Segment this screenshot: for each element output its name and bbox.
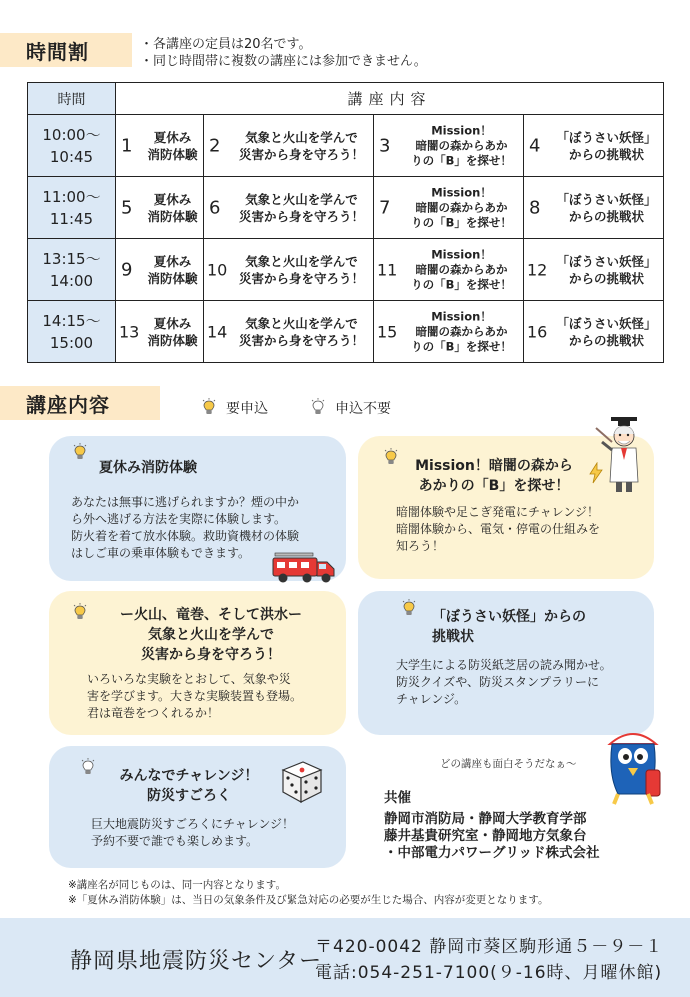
footer	[0, 918, 690, 997]
course-title-line: ー火山、竜巻、そして洪水ー	[120, 607, 302, 623]
desc-line: 巨大地震防災すごろくにチャレンジ！	[91, 817, 295, 831]
course-title	[232, 253, 371, 287]
desc-line: 君は竜巻をつくれるか！	[87, 706, 220, 720]
course-title-line: 気象と火山を学んで	[245, 129, 358, 145]
course-number: 10	[207, 260, 228, 279]
course-card-fire	[49, 436, 346, 581]
course-title-line: 「ぼうさい妖怪」からの	[432, 609, 586, 625]
course-title-line: 消防体験	[147, 332, 198, 348]
course-title	[552, 129, 661, 163]
course-cell	[116, 115, 204, 177]
course-title-line: 「ぼうさい妖怪」	[556, 253, 657, 269]
note-line: ・同じ時間帯に複数の講座には参加できません。	[140, 54, 427, 69]
course-title-line: 「ぼうさい妖怪」	[556, 191, 657, 207]
course-title-line: 「ぼうさい妖怪」	[556, 315, 657, 331]
course-title-line: 気象と火山を学んで	[148, 627, 274, 643]
sponsors-label: 共催	[384, 790, 411, 806]
course-title	[402, 247, 521, 292]
timetable-section-title-text: 時間割	[26, 39, 89, 64]
professor-illustration	[594, 414, 652, 496]
course-card-title	[99, 458, 197, 478]
course-title-line: 夏休み	[153, 129, 192, 145]
course-card-desc	[71, 494, 299, 562]
legend-not-required-label: 申込不要	[335, 401, 391, 417]
course-title-line: 消防体験	[147, 146, 198, 162]
course-title-line: 暗闇の森からあか	[415, 200, 508, 214]
course-cell	[116, 177, 204, 239]
sponsor-line: 静岡市消防局・静岡大学教育学部	[384, 811, 587, 827]
course-title-line: 挑戦状	[432, 629, 474, 645]
desc-line: 暗闇体験や足こぎ発電にチャレンジ！	[396, 505, 600, 519]
course-card-title	[408, 456, 580, 496]
course-title-line: Mission！	[431, 247, 492, 261]
course-title-line: 「ぼうさい妖怪」	[556, 129, 657, 145]
course-number: 16	[527, 322, 548, 341]
course-title-line: 災害から身を守ろう！	[141, 647, 281, 663]
course-title-line: 災害から身を守ろう！	[238, 146, 364, 162]
mascot-illustration	[598, 724, 668, 806]
timeslot	[28, 239, 116, 301]
course-title-line: りの「B」を探せ！	[411, 153, 512, 167]
desc-line: 防災クイズや、防災スタンプラリーに	[396, 675, 600, 689]
contact-info	[315, 934, 663, 986]
course-card-weather-volcano	[49, 591, 346, 735]
course-cell	[524, 177, 664, 239]
desc-line: 知ろう！	[396, 539, 445, 553]
course-title	[402, 309, 521, 354]
course-title-line: 気象と火山を学んで	[245, 191, 358, 207]
course-title	[232, 191, 371, 225]
course-title-line: からの挑戦状	[569, 208, 645, 224]
course-title	[402, 185, 521, 230]
course-title	[144, 253, 201, 287]
course-section-title-text: 講座内容	[26, 392, 110, 417]
timeslot-line: 10:00～	[42, 125, 101, 144]
footnotes	[68, 878, 548, 908]
course-title-line: Mission！暗闇の森から	[415, 458, 573, 474]
course-title-line: からの挑戦状	[569, 270, 645, 286]
course-cell	[524, 239, 664, 301]
course-card-desc	[396, 657, 612, 708]
course-cell	[116, 301, 204, 363]
course-title-line: 消防体験	[147, 270, 198, 286]
timetable-notes	[140, 36, 427, 70]
desc-line: あなたは無事に逃げられますか？煙の中か	[71, 495, 300, 509]
course-title-line: 暗闇の森からあか	[415, 138, 508, 152]
course-card-bousai-yokai	[358, 591, 654, 735]
course-number: 14	[207, 322, 228, 341]
lightbulb-lit-icon	[384, 448, 398, 468]
course-number: 5	[121, 197, 133, 218]
fire-truck-icon	[271, 550, 337, 584]
course-title-line: りの「B」を探せ！	[411, 339, 512, 353]
course-number: 15	[377, 322, 398, 341]
course-card-desc	[396, 504, 600, 555]
course-card-title	[93, 605, 329, 665]
course-title	[232, 315, 371, 349]
timeslot	[28, 177, 116, 239]
course-number: 4	[529, 135, 541, 156]
course-cell	[374, 115, 524, 177]
course-cell	[204, 301, 374, 363]
course-title	[144, 129, 201, 163]
course-title-line: 気象と火山を学んで	[245, 253, 358, 269]
header-time: 時間	[28, 83, 116, 115]
timeslot-line: 10:45	[49, 147, 94, 166]
timeslot	[28, 115, 116, 177]
course-title-line: 消防体験	[147, 208, 198, 224]
course-title-line: 夏休み	[153, 253, 192, 269]
course-title-line: 暗闇の森からあか	[415, 324, 508, 338]
timeslot	[28, 301, 116, 363]
desc-line: ら外へ逃げる方法を実際に体験します。	[71, 512, 287, 526]
course-cell	[524, 115, 664, 177]
course-number: 8	[529, 197, 541, 218]
timetable-row	[28, 177, 664, 239]
timetable-row	[28, 301, 664, 363]
course-section-title	[0, 386, 160, 420]
course-card-title	[432, 607, 586, 647]
lightbulb-lit-icon	[73, 603, 87, 623]
course-cell	[204, 177, 374, 239]
course-title	[144, 315, 201, 349]
footnote-line: ※講座名が同じものは、同一内容となります。	[68, 879, 286, 891]
course-title-line: からの挑戦状	[569, 332, 645, 348]
course-title-line: からの挑戦状	[569, 146, 645, 162]
course-card-sugoroku	[49, 746, 346, 868]
note-line: ・各講座の定員は20名です。	[140, 37, 312, 52]
course-title-line: みんなでチャレンジ！	[119, 768, 259, 784]
course-number: 3	[379, 135, 391, 156]
course-title-line: 夏休み	[153, 315, 192, 331]
timetable	[27, 82, 664, 363]
lightbulb-lit-icon	[402, 599, 416, 619]
course-title	[552, 315, 661, 349]
course-title-line: Mission！	[431, 185, 492, 199]
timeslot-line: 13:15～	[42, 249, 101, 268]
course-number: 6	[209, 197, 221, 218]
timetable-header-row	[28, 83, 664, 115]
address: 〒420-0042 静岡市葵区駒形通５－９－１	[315, 937, 664, 957]
lightbulb-unlit-icon	[81, 758, 95, 778]
course-cell	[204, 115, 374, 177]
course-title-line: 暗闇の森からあか	[415, 262, 508, 276]
course-number: 13	[119, 322, 140, 341]
desc-line: 大学生による防災紙芝居の読み聞かせ。	[396, 658, 612, 672]
course-title-line: 災害から身を守ろう！	[238, 270, 364, 286]
desc-line: 予約不要で誰でも楽しめます。	[91, 834, 259, 848]
course-cell	[204, 239, 374, 301]
course-card-desc	[91, 816, 294, 850]
course-cell	[524, 301, 664, 363]
course-title-line: Mission！	[431, 309, 492, 323]
course-number: 2	[209, 135, 221, 156]
course-card-desc	[87, 671, 302, 722]
course-number: 12	[527, 260, 548, 279]
course-cell	[374, 177, 524, 239]
course-number: 7	[379, 197, 391, 218]
course-number: 9	[121, 259, 133, 280]
desc-line: チャレンジ。	[396, 692, 467, 706]
course-title-line: 災害から身を守ろう！	[238, 208, 364, 224]
dice-icon	[275, 758, 325, 804]
lightbulb-lit-icon	[73, 443, 87, 463]
course-cell	[374, 301, 524, 363]
legend-not-required	[311, 398, 391, 418]
timeslot-line: 11:00～	[42, 187, 101, 206]
timeslot-line: 14:00	[49, 271, 94, 290]
organization-name: 静岡県地震防災センター	[70, 949, 323, 974]
lightbulb-lit-icon	[202, 398, 216, 418]
timeslot-line: 11:45	[49, 209, 94, 228]
course-title-line: 災害から身を守ろう！	[238, 332, 364, 348]
course-title-line: りの「B」を探せ！	[411, 215, 512, 229]
course-title-line: Mission！	[431, 123, 492, 137]
course-title	[552, 191, 661, 225]
lightbulb-unlit-icon	[311, 398, 325, 418]
timetable-row	[28, 115, 664, 177]
header-content: 講座内容	[116, 83, 664, 115]
desc-line: 暗闇体験から、電気・停電の仕組みを	[396, 522, 601, 536]
course-title	[552, 253, 661, 287]
course-title	[144, 191, 201, 225]
timeslot-line: 15:00	[49, 333, 94, 352]
legend-required	[202, 398, 268, 418]
sponsor-line: 藤井基貴研究室・静岡地方気象台	[384, 828, 587, 844]
sponsors	[384, 790, 599, 862]
course-title-line: 気象と火山を学んで	[245, 315, 358, 331]
desc-line: いろいろな実験をとおして、気象や災	[87, 672, 291, 686]
desc-line: 害を学びます。大きな実験装置も登場。	[87, 689, 303, 703]
timetable-row	[28, 239, 664, 301]
footnote-line: ※「夏休み消防体験」は、当日の気象条件及び緊急対応の必要が生じた場合、内容が変更となります。	[68, 894, 549, 906]
course-title-line: あかりの「B」を探せ！	[418, 478, 570, 494]
legend-required-label: 要申込	[226, 401, 268, 417]
course-title	[402, 123, 521, 168]
course-card-title	[109, 766, 269, 806]
course-number: 1	[121, 135, 133, 156]
course-title-line: 防災すごろく	[147, 788, 231, 804]
mascot-speech: どの講座も面白そうだなぁ～	[440, 758, 577, 770]
course-title-line: 夏休み	[153, 191, 192, 207]
phone: 電話:054-251-7100(９-16時、月曜休館)	[315, 963, 663, 983]
course-cell	[374, 239, 524, 301]
desc-line: はしご車の乗車体験もできます。	[71, 546, 251, 560]
course-title	[232, 129, 371, 163]
sponsor-line: ・中部電力パワーグリッド株式会社	[384, 845, 600, 861]
desc-line: 防火着を着て放水体験。救助資機材の体験	[71, 529, 300, 543]
course-title-line: 夏休み消防体験	[99, 460, 197, 476]
timeslot-line: 14:15～	[42, 311, 101, 330]
course-number: 11	[377, 260, 398, 279]
course-title-line: りの「B」を探せ！	[411, 277, 512, 291]
timetable-section-title	[0, 33, 132, 67]
course-cell	[116, 239, 204, 301]
